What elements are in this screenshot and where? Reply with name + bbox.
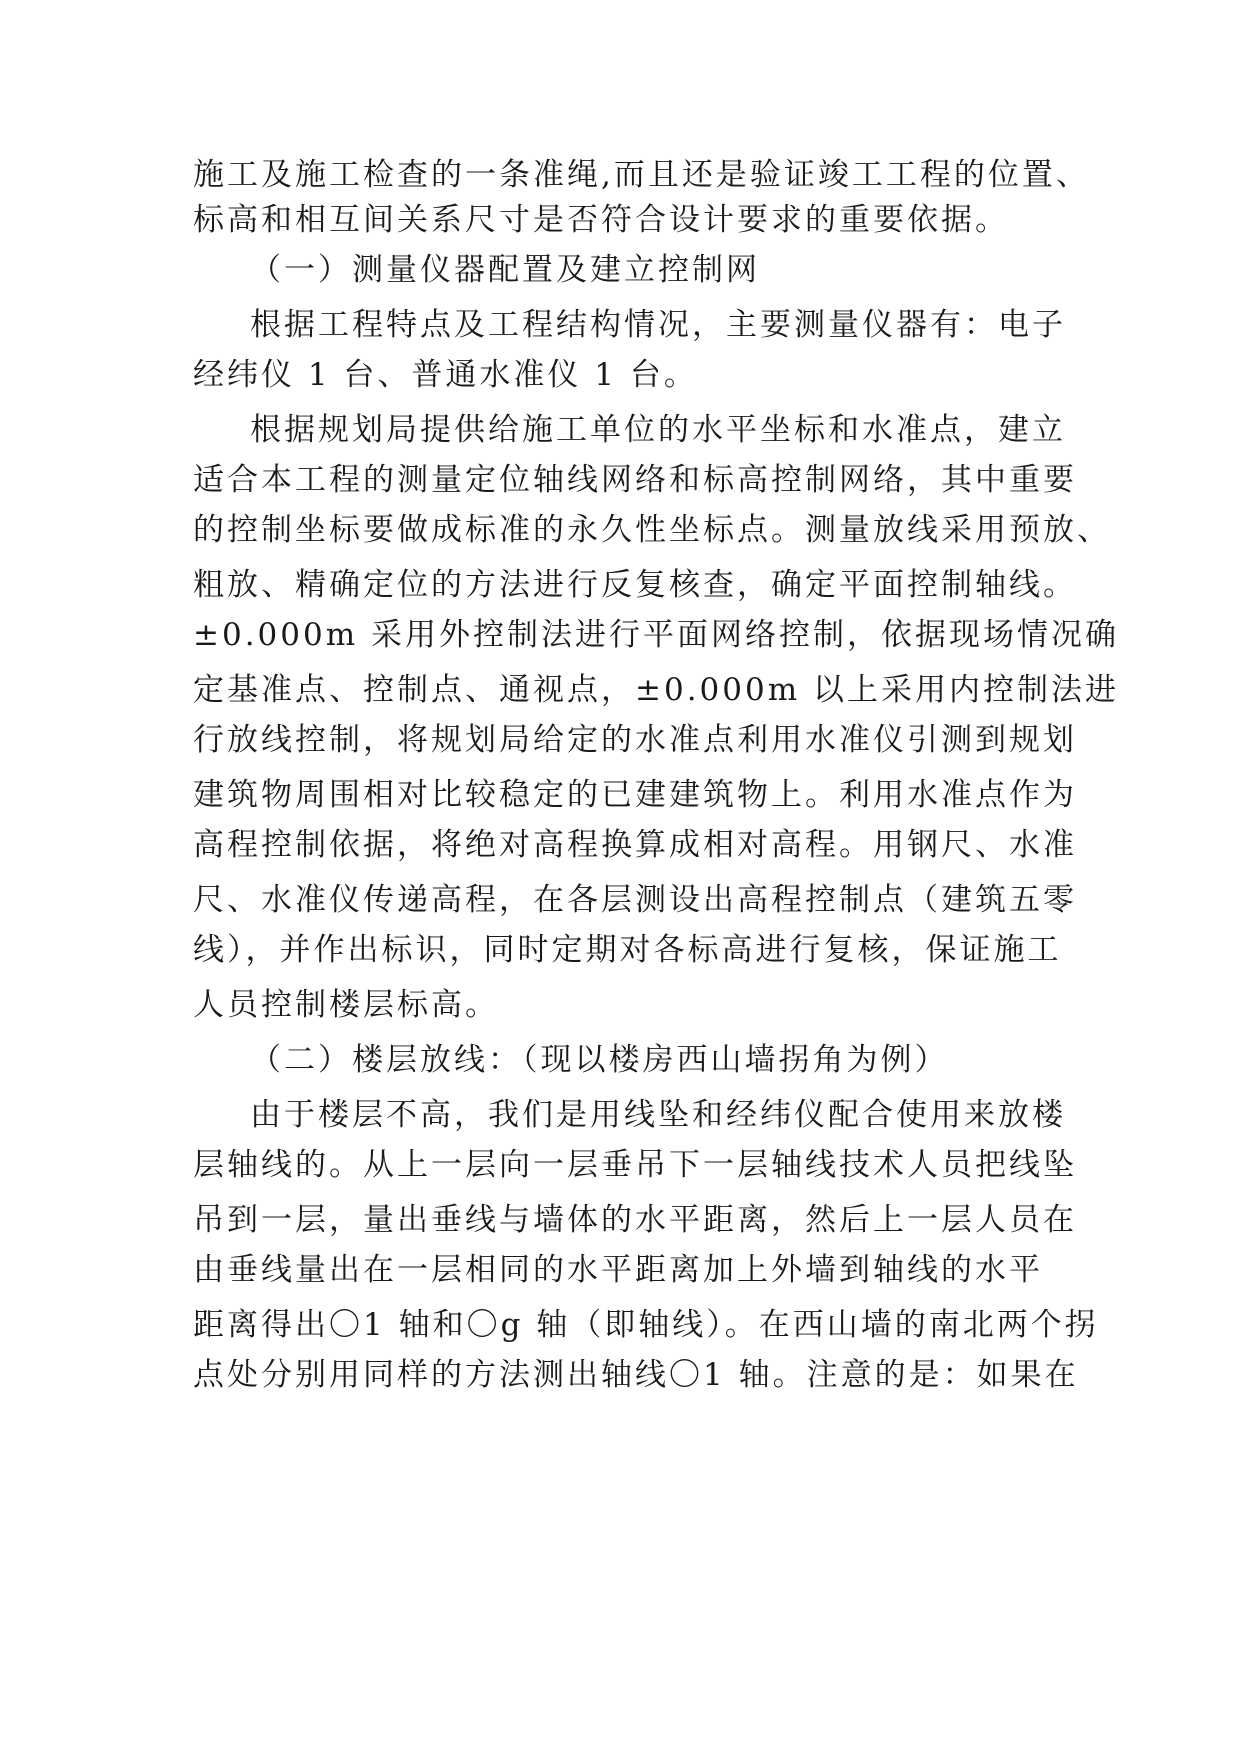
paragraph-first-line: 由于楼层不高，我们是用线坠和经纬仪配合使用来放楼 [250,1097,1066,1133]
text-line: 高程控制依据，将绝对高程换算成相对高程。用钢尺、水准 [193,827,1077,863]
text-line: 适合本工程的测量定位轴线网络和标高控制网络，其中重要 [193,462,1077,498]
text-line: 尺、水准仪传递高程，在各层测设出高程控制点（建筑五零 [193,882,1077,918]
text-line: 的控制坐标要做成标准的永久性坐标点。测量放线采用预放、 [193,512,1111,548]
text-line: 点处分别用同样的方法测出轴线〇1 轴。注意的是：如果在 [193,1357,1079,1393]
text-line: 粗放、精确定位的方法进行反复核查，确定平面控制轴线。 [193,567,1077,603]
text-line: 行放线控制，将规划局给定的水准点利用水准仪引测到规划 [193,722,1077,758]
text-line: 建筑物周围相对比较稳定的已建建筑物上。利用水准点作为 [193,777,1077,813]
paragraph-first-line: 根据规划局提供给施工单位的水平坐标和水准点，建立 [250,412,1066,448]
text-line: 线），并作出标识，同时定期对各标高进行复核，保证施工 [193,932,1062,968]
section-heading: （一）测量仪器配置及建立控制网 [250,252,760,288]
text-line: 经纬仪 1 台、普通水准仪 1 台。 [193,357,698,393]
text-line: ±0.000m 采用外控制法进行平面网络控制，依据现场情况确 [193,617,1119,653]
paragraph-first-line: 根据工程特点及工程结构情况，主要测量仪器有：电子 [250,307,1066,343]
text-line: 层轴线的。从上一层向一层垂吊下一层轴线技术人员把线坠 [193,1147,1077,1183]
text-line: 由垂线量出在一层相同的水平距离加上外墙到轴线的水平 [193,1252,1043,1288]
text-line: 吊到一层，量出垂线与墙体的水平距离，然后上一层人员在 [193,1202,1077,1238]
text-line: 距离得出〇1 轴和〇g 轴（即轴线）。在西山墙的南北两个拐 [193,1307,1099,1343]
text-line: 定基准点、控制点、通视点，±0.000m 以上采用内控制法进 [193,672,1119,708]
text-line: 标高和相互间关系尺寸是否符合设计要求的重要依据。 [193,202,1009,238]
section-heading: （二）楼层放线：（现以楼房西山墙拐角为例） [250,1042,949,1078]
text-line: 施工及施工检查的一条准绳,而且还是验证竣工工程的位置、 [193,157,1090,193]
text-line: 人员控制楼层标高。 [193,987,499,1023]
